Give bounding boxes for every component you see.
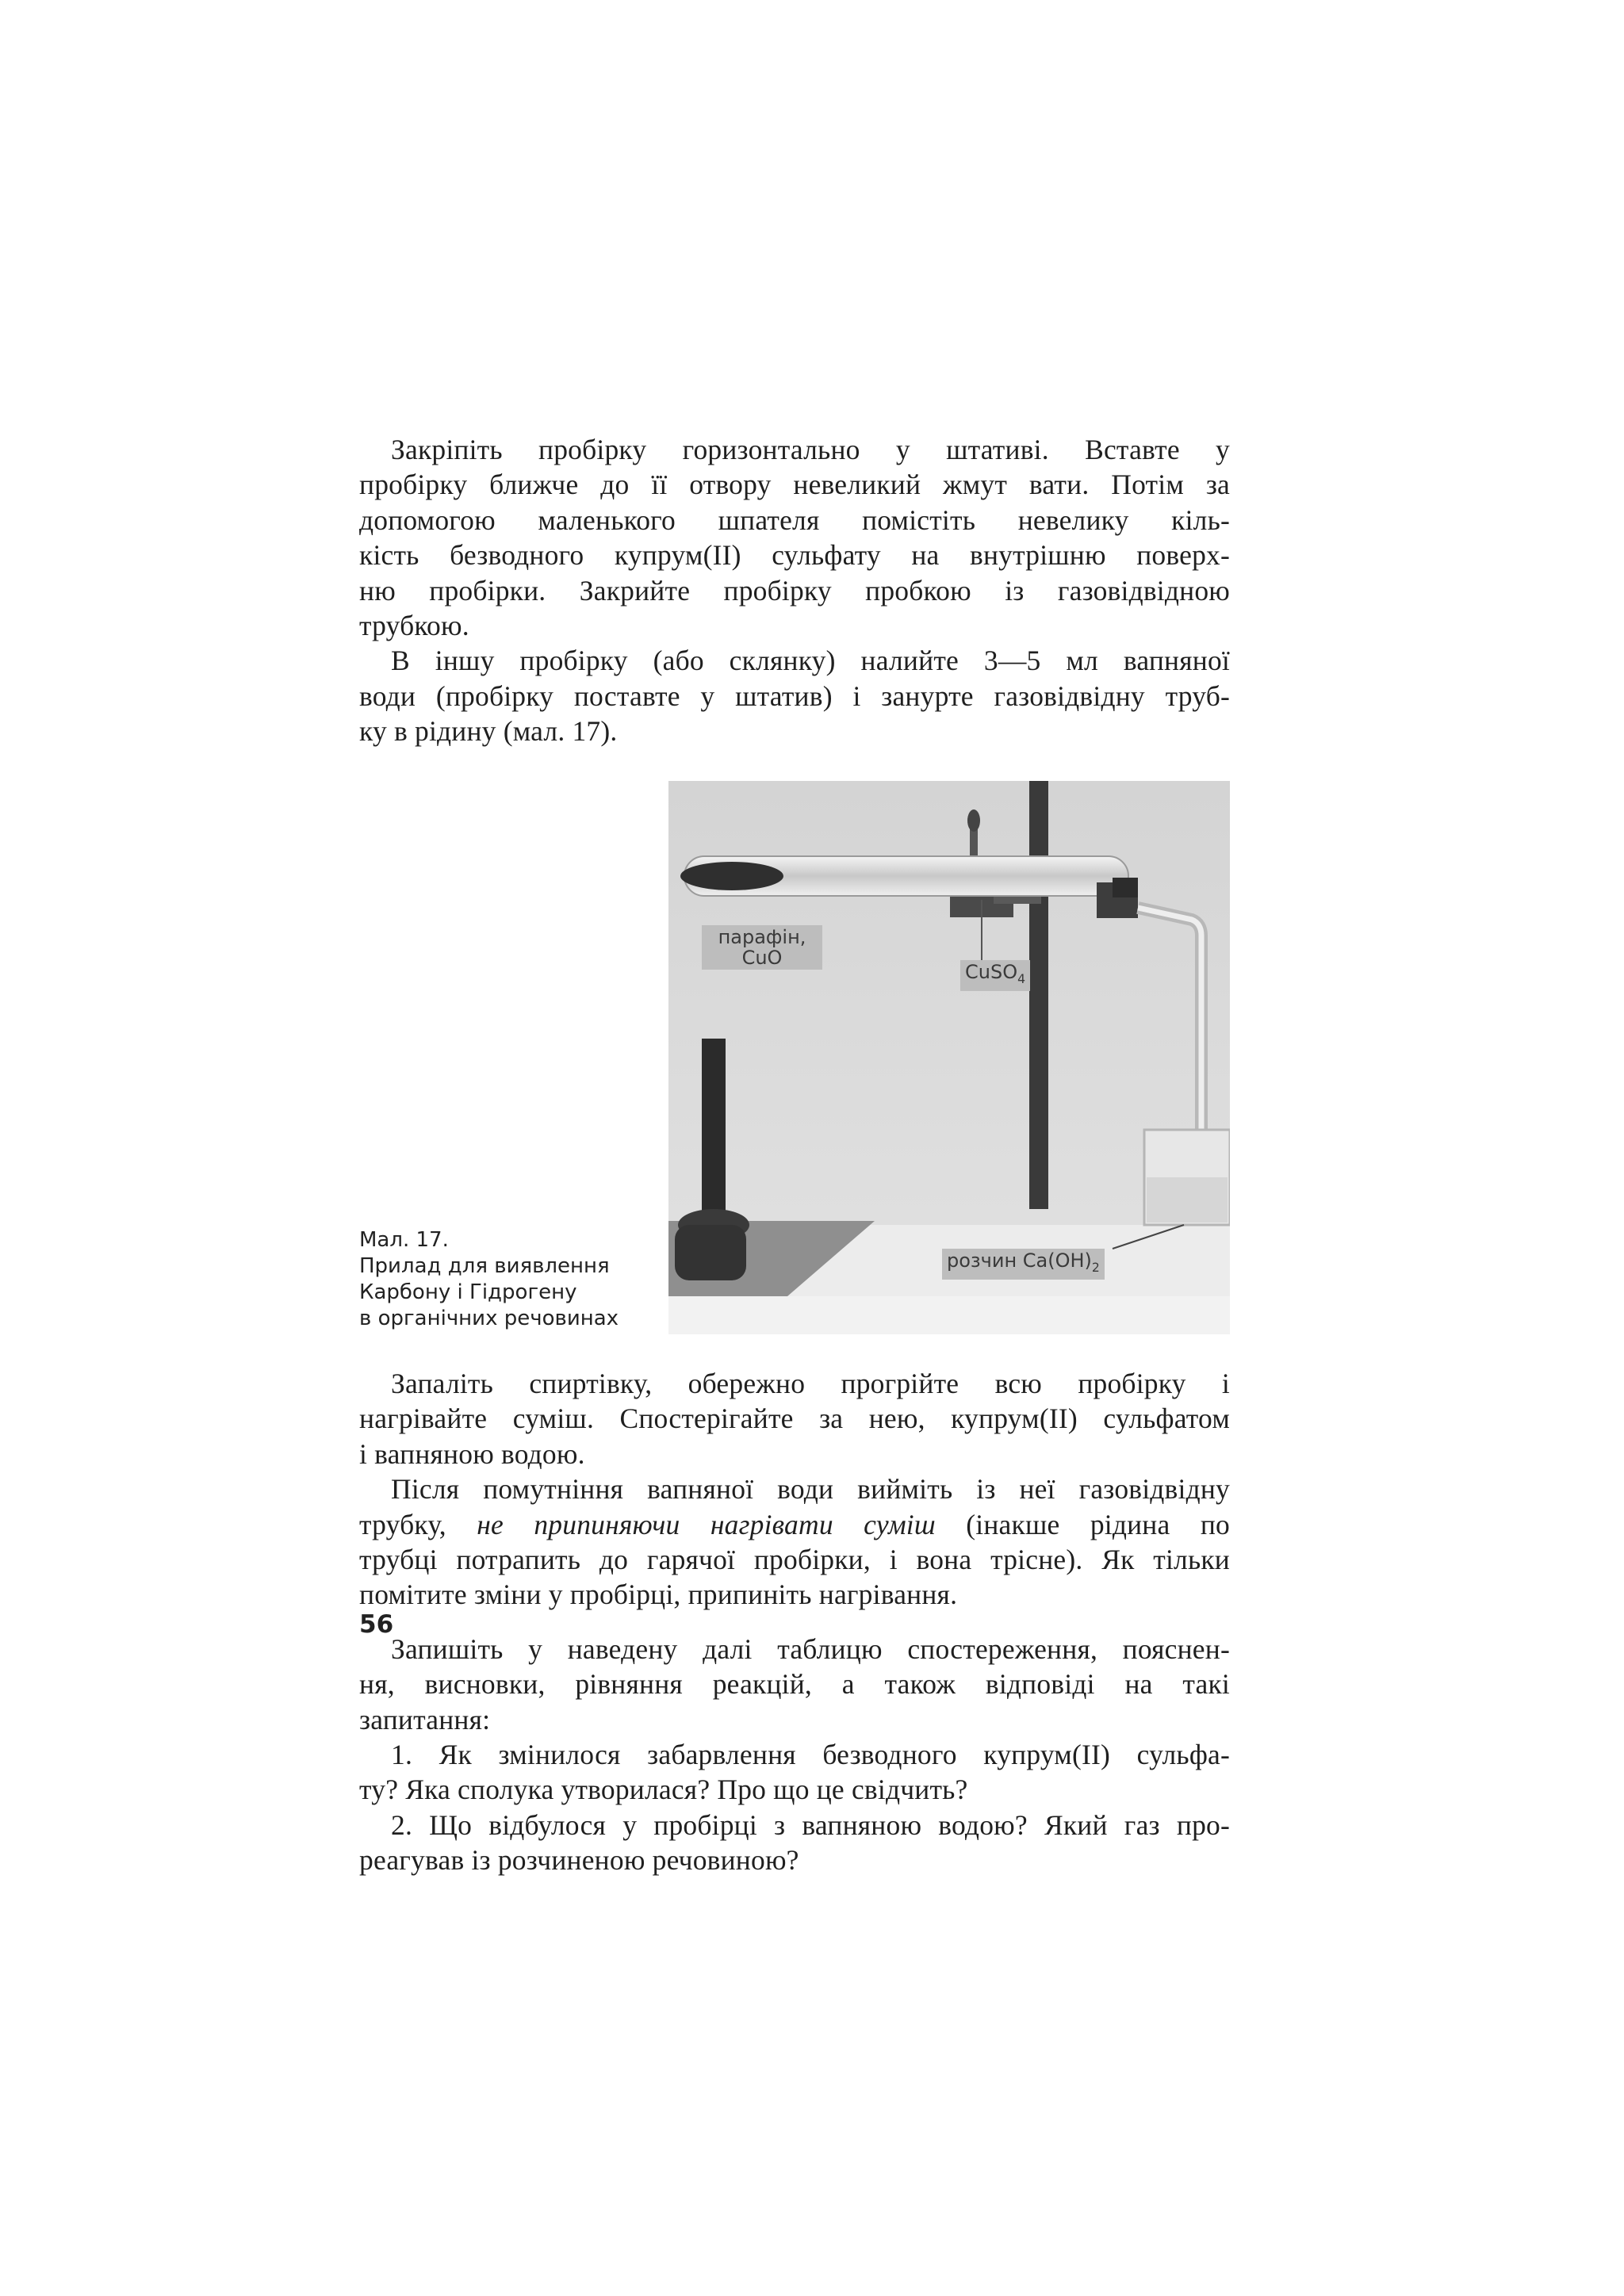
text-line: В іншу пробірку (або склянку) налийте 3—5 мл вапняної	[391, 645, 1230, 677]
emphasis-warning: не припиняючи нагрівати суміш	[477, 1508, 936, 1540]
text-line: ту? Яка сполука утворилася? Про що це свідчить?	[359, 1774, 968, 1806]
paragraph-record-table	[359, 1632, 1230, 1737]
text-line: 2. Що відбулося у пробірці з вапняною водою? Який газ про-	[391, 1808, 1230, 1841]
label-solution-sub: 2	[1091, 1260, 1100, 1275]
caption-line: Карбону і Гідрогену	[359, 1280, 577, 1304]
label-cuo-text: CuO	[741, 947, 783, 969]
label-paraffin-text: парафін,	[718, 926, 806, 948]
text-line: води (пробірку поставте у штатив) і занурте газовідвідну труб-	[359, 679, 1230, 712]
text-line: Після помутніння вапняної води вийміть із неї газовідвідну	[391, 1473, 1230, 1506]
text-line: ня, висновки, рівняння реакцій, а також відповіді на такі	[359, 1668, 1230, 1701]
text-line: ню пробірки. Закрийте пробірку пробкою із газовідвідною	[359, 574, 1230, 607]
text-line: допомогою маленького шпателя помістіть невелику кіль-	[359, 503, 1230, 536]
text-line: Запишіть у наведену далі таблицю спостереження, пояснен-	[391, 1632, 1230, 1665]
paragraph-heating	[359, 1366, 1230, 1471]
label-solution-text: розчин Ca(OH)	[947, 1249, 1092, 1272]
text-line: помітите зміни у пробірці, припиніть нагрівання.	[359, 1578, 958, 1611]
caption-line: Прилад для виявлення	[359, 1254, 610, 1278]
top-text-block	[359, 432, 1230, 749]
label-cuso4	[960, 960, 1030, 991]
stand-rod	[1029, 781, 1048, 1209]
paragraph-setup-tube	[359, 432, 1230, 643]
page-number: 56	[359, 1610, 394, 1639]
label-paraffin-cuo	[702, 925, 822, 970]
question-1	[359, 1737, 1230, 1808]
bottom-text-block	[359, 1366, 1230, 1878]
text-line: запитання:	[359, 1703, 491, 1735]
apparatus-photo	[668, 781, 1230, 1334]
label-cuso4-text: CuSO	[965, 961, 1018, 983]
text-line: і вапняною водою.	[359, 1437, 585, 1470]
paragraph-lime-water	[359, 643, 1230, 748]
caption-number: Мал. 17.	[359, 1228, 449, 1252]
text-line: пробірку ближче до її отвору невеликий жмут вати. Потім за	[359, 469, 1230, 501]
text-fragment: (інакше рідина по	[935, 1508, 1230, 1540]
paragraph-remove-tube	[359, 1471, 1230, 1613]
figure-caption	[359, 1227, 661, 1332]
text-line: трубкою.	[359, 610, 469, 642]
text-line	[359, 1507, 1230, 1542]
label-cuso4-sub: 4	[1017, 971, 1026, 986]
spirit-lamp	[702, 1039, 726, 1225]
text-line: трубці потрапить до гарячої пробірки, і вона трісне). Як тільки	[359, 1544, 1230, 1576]
text-line: Закріпіть пробірку горизонтально у штативі. Вставте у	[391, 434, 1230, 465]
text-line: нагрівайте суміш. Спостерігайте за нею, купрум(ІІ) сульфатом	[359, 1402, 1230, 1435]
text-fragment: трубку,	[359, 1508, 477, 1540]
question-2	[359, 1808, 1230, 1878]
text-line: ку в рідину (мал. 17).	[359, 715, 618, 748]
text-line: Запаліть спиртівку, обережно прогрійте всю пробірку і	[391, 1368, 1230, 1399]
text-line: 1. Як змінилося забарвлення безводного купрум(ІІ) сульфа-	[391, 1739, 1230, 1771]
paraffin-cuo-mixture	[680, 862, 783, 890]
label-lime-solution	[942, 1249, 1105, 1280]
caption-line: в органічних речовинах	[359, 1307, 619, 1330]
text-line: реагував із розчиненою речовиною?	[359, 1844, 799, 1877]
text-line: кість безводного купрум(ІІ) сульфату на внутрішню поверх-	[359, 539, 1230, 572]
